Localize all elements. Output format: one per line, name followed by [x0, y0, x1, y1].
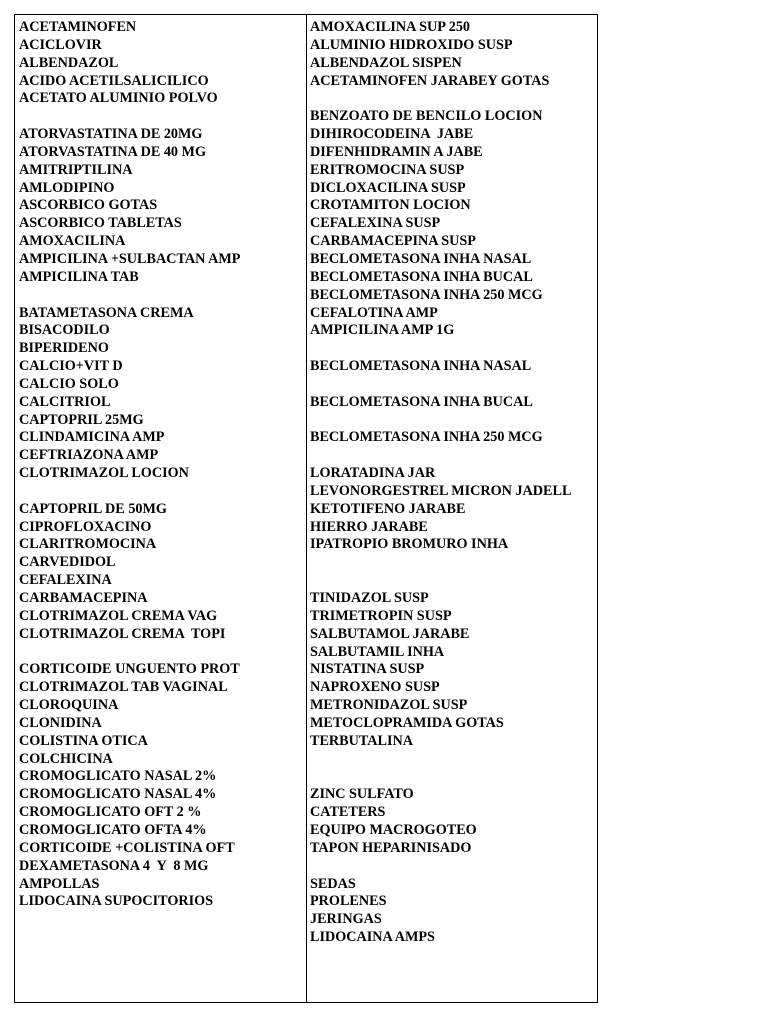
medication-item: JERINGAS — [310, 911, 382, 928]
blank-row — [310, 768, 596, 786]
medication-item: CARVEDIDOL — [19, 554, 116, 571]
medication-item: DEXAMETASONA 4 Y 8 MG — [19, 857, 209, 874]
medication-item: ALBENDAZOL — [19, 54, 119, 71]
medication-item: ACICLOVIR — [19, 36, 102, 53]
column-divider — [306, 15, 307, 1002]
blank-row — [310, 858, 596, 876]
medication-item: ALBENDAZOL SISPEN — [310, 54, 462, 71]
medication-item: LORATADINA JAR — [310, 465, 436, 482]
blank-row — [19, 644, 303, 662]
medication-item: HIERRO JARABE — [310, 518, 428, 535]
medication-item: METRONIDAZOL SUSP — [310, 697, 468, 714]
blank-row — [310, 572, 596, 590]
medication-item: BECLOMETASONA INHA BUCAL — [310, 268, 533, 285]
medication-item: CALCIO+VIT D — [19, 358, 123, 375]
medication-item: CROMOGLICATO OFTA 4% — [19, 821, 207, 838]
medication-item: CROMOGLICATO NASAL 4% — [19, 786, 217, 803]
medication-item: METOCLOPRAMIDA GOTAS — [310, 714, 504, 731]
medication-item: ACETAMINOFEN — [19, 19, 137, 35]
medication-item: SALBUTAMOL JARABE — [310, 625, 470, 642]
blank-row — [19, 287, 303, 305]
medication-item: DIHIROCODEINA JABE — [310, 126, 474, 143]
medication-item: CROTAMITON LOCION — [310, 197, 471, 214]
blank-row — [310, 340, 596, 358]
medication-item: BATAMETASONA CREMA — [19, 304, 194, 321]
medication-item: CLINDAMICINA AMP — [19, 429, 165, 446]
left-column — [19, 19, 303, 911]
medication-item: DIFENHIDRAMIN A JABE — [310, 143, 483, 160]
medication-item: IPATROPIO BROMURO INHA — [310, 536, 509, 553]
medication-item: CORTICOIDE +COLISTINA OFT — [19, 839, 235, 856]
medication-item: COLISTINA OTICA — [19, 732, 148, 749]
medication-item: PROLENES — [310, 893, 387, 910]
medication-item: EQUIPO MACROGOTEO — [310, 821, 477, 838]
blank-row — [310, 90, 596, 108]
medication-item: NAPROXENO SUSP — [310, 679, 440, 696]
blank-row — [19, 483, 303, 501]
medication-item: AMPOLLAS — [19, 875, 100, 892]
medication-item: NISTATINA SUSP — [310, 661, 425, 678]
medication-item: BECLOMETASONA INHA NASAL — [310, 250, 532, 267]
medication-item: AMPICILINA +SULBACTAN AMP — [19, 250, 241, 267]
medication-item: LIDOCAINA SUPOCITORIOS — [19, 893, 214, 910]
medication-item: CAPTOPRIL DE 50MG — [19, 500, 167, 517]
medication-item: CAPTOPRIL 25MG — [19, 411, 144, 428]
medication-item: CLOTRIMAZOL CREMA VAG — [19, 607, 218, 624]
blank-row — [310, 751, 596, 769]
medication-item: TERBUTALINA — [310, 732, 414, 749]
medication-table — [14, 14, 598, 1003]
medication-item: ACIDO ACETILSALICILICO — [19, 72, 209, 89]
medication-item: COLCHICINA — [19, 750, 113, 767]
medication-item: BECLOMETASONA INHA NASAL — [310, 358, 532, 375]
blank-row — [310, 447, 596, 465]
medication-item: KETOTIFENO JARABE — [310, 500, 466, 517]
medication-item: CALCITRIOL — [19, 393, 111, 410]
blank-row — [310, 376, 596, 394]
medication-item: BENZOATO DE BENCILO LOCION — [310, 108, 543, 125]
medication-item: CLOTRIMAZOL LOCION — [19, 465, 189, 482]
medication-item: CORTICOIDE UNGUENTO PROT — [19, 661, 240, 678]
medication-item: CEFALEXINA — [19, 572, 112, 589]
medication-item: BISACODILO — [19, 322, 110, 339]
medication-item: ASCORBICO GOTAS — [19, 197, 158, 214]
medication-item: TRIMETROPIN SUSP — [310, 607, 452, 624]
medication-item: CARBAMACEPINA — [19, 590, 148, 606]
medication-item: CLARITROMOCINA — [19, 536, 157, 553]
medication-item: TAPON HEPARINISADO — [310, 839, 472, 856]
medication-item: BIPERIDENO — [19, 340, 109, 357]
medication-item: AMOXACILINA — [19, 233, 126, 250]
medication-item: CIPROFLOXACINO — [19, 518, 152, 535]
right-column — [310, 19, 596, 947]
medication-item: ACETAMINOFEN JARABEY GOTAS — [310, 72, 550, 89]
medication-item: CARBAMACEPINA SUSP — [310, 233, 476, 250]
medication-item: CEFALOTINA AMP — [310, 304, 438, 321]
medication-item: AMPICILINA AMP 1G — [310, 322, 455, 339]
medication-item: CATETERS — [310, 804, 386, 821]
medication-item: ATORVASTATINA DE 20MG — [19, 126, 203, 143]
medication-item: SEDAS — [310, 875, 356, 892]
medication-item: CROMOGLICATO NASAL 2% — [19, 768, 217, 785]
medication-item: CROMOGLICATO OFT 2 % — [19, 804, 202, 821]
medication-item: CLONIDINA — [19, 714, 102, 731]
medication-item: BECLOMETASONA INHA 250 MCG — [310, 429, 543, 446]
medication-item: BECLOMETASONA INHA 250 MCG — [310, 286, 543, 303]
medication-item: ATORVASTATINA DE 40 MG — [19, 143, 206, 160]
blank-row — [310, 554, 596, 572]
medication-item: AMITRIPTILINA — [19, 161, 133, 178]
medication-item: SALBUTAMIL INHA — [310, 643, 445, 660]
medication-item: CEFTRIAZONA AMP — [19, 447, 159, 464]
medication-item: CLOTRIMAZOL CREMA TOPI — [19, 625, 226, 642]
medication-item: ALUMINIO HIDROXIDO SUSP — [310, 36, 513, 53]
medication-item: LEVONORGESTREL MICRON JADELL — [310, 482, 572, 499]
medication-item: ACETATO ALUMINIO POLVO — [19, 90, 218, 107]
medication-item: DICLOXACILINA SUSP — [310, 179, 466, 196]
medication-item: CALCIO SOLO — [19, 375, 119, 392]
medication-item: ERITROMOCINA SUSP — [310, 161, 465, 178]
medication-item: LIDOCAINA AMPS — [310, 929, 435, 946]
medication-item: CLOROQUINA — [19, 697, 119, 714]
medication-item: TINIDAZOL SUSP — [310, 590, 429, 606]
medication-item: BECLOMETASONA INHA BUCAL — [310, 393, 533, 410]
medication-item: AMOXACILINA SUP 250 — [310, 19, 471, 35]
medication-item: ASCORBICO TABLETAS — [19, 215, 182, 232]
blank-row — [19, 108, 303, 126]
medication-item: AMPICILINA TAB — [19, 268, 139, 285]
blank-row — [310, 412, 596, 430]
medication-item: CLOTRIMAZOL TAB VAGINAL — [19, 679, 228, 696]
medication-item: CEFALEXINA SUSP — [310, 215, 441, 232]
medication-item: ZINC SULFATO — [310, 786, 414, 803]
medication-item: AMLODIPINO — [19, 179, 115, 196]
